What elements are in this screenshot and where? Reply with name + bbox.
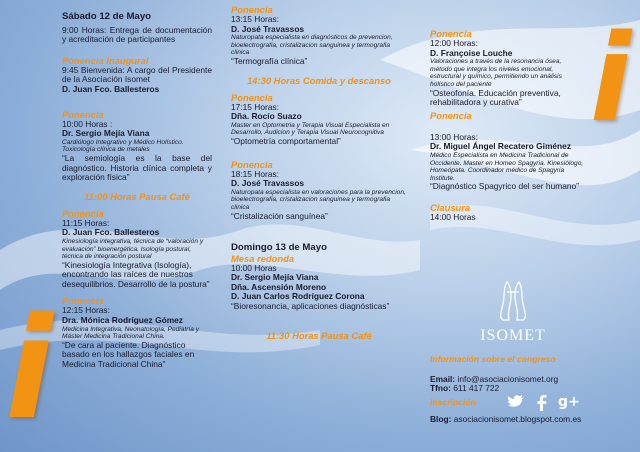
talk-title: “Optometría comportamental”	[231, 135, 341, 146]
signup-link[interactable]: Inscripción	[430, 396, 476, 407]
day-title: Domingo 13 de Mayo	[231, 242, 327, 254]
session-time: 14:00 Horas	[430, 211, 476, 222]
session-time: 13:00 Horas:	[430, 131, 478, 142]
info-title: Información sobre el congreso	[430, 354, 556, 364]
logo-text: ISOMET	[480, 327, 546, 344]
email-link[interactable]: info@asociacionisomet.org	[457, 373, 559, 384]
session-title: Ponencia	[62, 207, 104, 219]
facebook-icon[interactable]	[537, 395, 547, 414]
speaker-name: Dra. Mónica Rodríguez Gómez	[62, 315, 183, 326]
break-title: 11:00 Horas Pausa Café	[84, 190, 190, 202]
speaker-name: Dr. Sergio Mejía Viana	[62, 128, 150, 139]
break-title: 14:30 Horas Comida y descanso	[247, 74, 391, 86]
session-title: Ponencia	[62, 108, 104, 120]
column-sunday	[430, 0, 585, 223]
talk-title: “De cara al paciente. Diagnóstico basado en los hallazgos faciales en Medicina Tradicional China”	[62, 339, 195, 370]
blog-link[interactable]: asociacionisomet.blogspot.com.es	[453, 414, 582, 425]
day-title: Sábado 12 de Mayo	[62, 11, 152, 22]
google-plus-icon[interactable]: g+	[558, 394, 580, 410]
session-time: 12:15 Horas:	[62, 305, 110, 316]
break-title: 11:30 Horas Pausa Café	[266, 329, 372, 341]
speaker-name: D. Juan Fco. Ballesteros	[62, 227, 160, 238]
session-time: 11:15 Horas:	[62, 217, 110, 228]
speaker-name: Dña. Rocío Suazo	[231, 111, 302, 122]
speaker-bio: Medicina Integrativa, Neonatología, Pediatría y Máster Medicina Tradicional China.	[62, 325, 200, 341]
speaker-name: D. José Travassos	[231, 23, 305, 34]
info-icon-top: i	[590, 10, 632, 149]
session-time: 13:15 Horas:	[231, 14, 279, 24]
column-middle	[231, 0, 407, 341]
speaker-name: D. José Travassos	[231, 178, 305, 189]
session-title: Ponencia	[430, 109, 472, 121]
talk-title: “Bioresonancia, aplicaciones diagnósticas”	[231, 301, 390, 312]
session-title: Ponencia	[231, 158, 273, 170]
session-title: Mesa redonda	[231, 252, 295, 264]
contact-block	[430, 355, 630, 425]
session-time: 17:15 Horas:	[231, 101, 279, 112]
speaker-bio: Master en Optometria y Terapia Visual Especialista en Desarrollo, Audicion y Terapia Visual Neurocognitiva	[231, 121, 390, 137]
speaker-name: D. Juan Carlos Rodríguez Corona	[231, 291, 365, 302]
registration-text: 9:00 Horas: Entrega de documentación y acreditación de participantes	[62, 24, 212, 45]
phone-number: 611 417 722	[453, 383, 500, 394]
speaker-name: Dña. Ascensión Moreno	[231, 281, 327, 292]
speaker-bio: Naturopata especialista en diagnósticos de prevencion, bioelectrografia, cristalizacion sanguinea y termografia clinica	[231, 34, 393, 57]
session-time: 12:00 Horas:	[430, 38, 478, 48]
session-time: 10:00 Horas :	[62, 118, 113, 129]
speaker-bio: Valoraciones a través de la resonancia ósea, método que integra los niveles emocional, estructural y químico, permitiendo un análisis holístico del paciente	[430, 58, 562, 88]
speaker-name: Dr. Miguel Ángel Recatero Giménez	[430, 141, 572, 152]
session-time: 10:00 Horas	[231, 262, 277, 273]
couple-figure-icon	[493, 278, 533, 322]
session-title: Ponencia	[231, 4, 273, 15]
phone-label: Tfno:	[430, 383, 451, 394]
info-icon-bottom: i	[5, 288, 53, 451]
blog-label: Blog:	[430, 414, 452, 425]
speaker-bio: Médico Especialista en Medicina Tradicional de Occidente. Master en Homeo Spagyria. Kinesiólogo, Homeópata. Coordinador médico de Spagyria Institute.	[430, 151, 584, 182]
speaker-name: D. Juan Fco. Ballesteros	[62, 83, 160, 94]
isomet-logo	[470, 278, 556, 345]
speaker-bio: Naturopata especialista en valoraciones para la prevencion, bioelectrografia, cristalizacion sanguinea y termografia clinica	[231, 188, 406, 211]
session-text: 9:45 Bienvenida: A cargo del Presidente de la Asociación Isomet	[62, 64, 212, 85]
talk-title: “La semiología es la base del diagnóstico. Historia clínica completa y exploración física”	[62, 152, 212, 183]
session-title: Ponencia	[430, 28, 472, 39]
session-time: 18:15 Horas:	[231, 168, 279, 179]
speaker-name: D. Françoise Louche	[430, 47, 513, 58]
twitter-icon[interactable]	[508, 395, 524, 412]
speaker-name: Dr. Sergio Mejía Viana	[231, 272, 319, 283]
session-title: Ponencia	[231, 91, 273, 103]
email-label: Email:	[430, 373, 456, 384]
talk-title: “Cristalización sanguínea”	[231, 210, 328, 221]
talk-title: “Termografía clínica”	[231, 55, 308, 66]
talk-title: “Diagnóstico Spagyrico del ser humano”	[430, 181, 579, 192]
session-title: Ponencia Inaugural	[62, 54, 149, 66]
session-title: Clausura	[430, 201, 471, 213]
talk-title: “Osteofonía. Educación preventiva, rehabilitadora y curativa”	[430, 87, 561, 108]
speaker-bio: Kinesiología integrativa, técnica de “valoración y evaluación” bioenergética. Isología postural, técnica de integración postural	[62, 237, 204, 261]
session-title: Ponencia	[62, 295, 104, 307]
talk-title: “Kinesiología Integrativa (Isología), encontrando las raíces de nuestros desequilibrios. Desarrollo de la postura”	[62, 259, 210, 289]
speaker-bio: Cardiólogo Integrativo y Médico Holístico. Toxicología clínica de metales	[62, 138, 184, 154]
column-saturday	[62, 0, 212, 370]
